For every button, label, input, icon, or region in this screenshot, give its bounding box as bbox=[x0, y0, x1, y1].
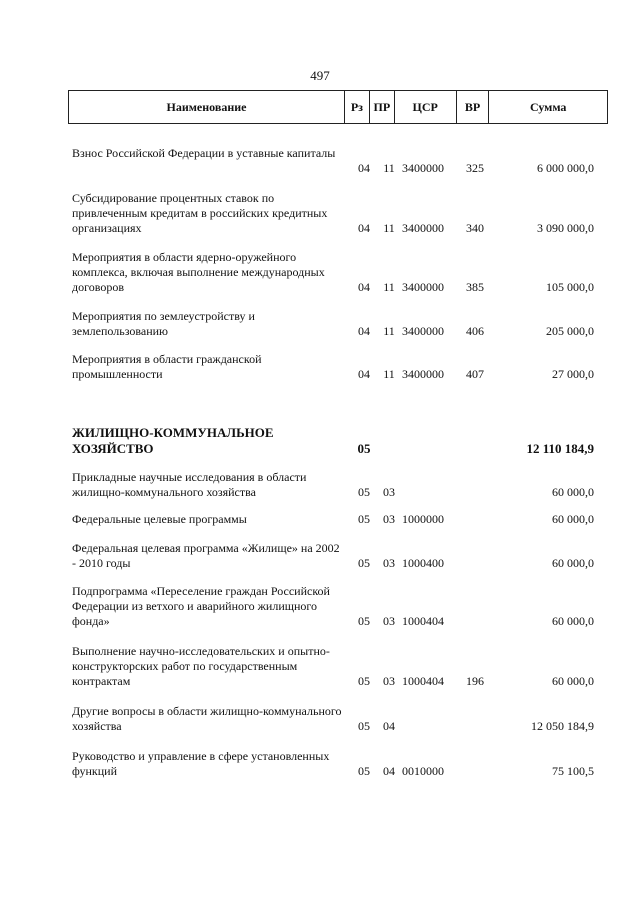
row-name: Мероприятия по землеустройству и землепользованию bbox=[72, 309, 255, 338]
row-vr: 196 bbox=[466, 674, 484, 688]
header-pr: ПР bbox=[370, 91, 395, 123]
row-rz: 05 bbox=[358, 485, 370, 499]
header-csr: ЦСР bbox=[395, 91, 457, 123]
row-pr: 04 bbox=[383, 764, 395, 778]
header-rz: Рз bbox=[345, 91, 370, 123]
row-csr: 1000000 bbox=[402, 512, 444, 526]
row-csr: 3400000 bbox=[402, 221, 444, 235]
row-rz: 05 bbox=[358, 556, 370, 570]
row-sum: 205 000,0 bbox=[546, 324, 594, 338]
row-name: Мероприятия в области гражданской промышленности bbox=[72, 352, 262, 381]
row-pr: 03 bbox=[383, 556, 395, 570]
row-vr: 406 bbox=[466, 324, 484, 338]
row-csr: 1000404 bbox=[402, 674, 444, 688]
row-pr: 04 bbox=[383, 719, 395, 733]
row-name: Подпрограмма «Переселение граждан Российской Федерации из ветхого и аварийного жилищного фонда» bbox=[72, 584, 330, 628]
row-name: Руководство и управление в сфере установленных функций bbox=[72, 749, 330, 778]
row-rz: 05 bbox=[358, 719, 370, 733]
row-csr: 1000404 bbox=[402, 614, 444, 628]
header-name: Наименование bbox=[69, 91, 345, 123]
row-rz: 05 bbox=[358, 512, 370, 526]
row-sum: 75 100,5 bbox=[552, 764, 594, 778]
row-name: Федеральная целевая программа «Жилище» на 2002 - 2010 годы bbox=[72, 541, 340, 570]
row-sum: 105 000,0 bbox=[546, 280, 594, 294]
row-vr: 407 bbox=[466, 367, 484, 381]
row-pr: 03 bbox=[383, 512, 395, 526]
section-title: ЖИЛИЩНО-КОММУНАЛЬНОЕ ХОЗЯЙСТВО bbox=[72, 425, 274, 456]
row-rz: 04 bbox=[358, 367, 370, 381]
row-sum: 27 000,0 bbox=[552, 367, 594, 381]
row-sum: 6 000 000,0 bbox=[537, 161, 594, 175]
row-rz: 04 bbox=[358, 221, 370, 235]
row-csr: 3400000 bbox=[402, 280, 444, 294]
row-name: Другие вопросы в области жилищно-коммунального хозяйства bbox=[72, 704, 342, 733]
row-csr: 3400000 bbox=[402, 324, 444, 338]
row-sum: 12 050 184,9 bbox=[531, 719, 594, 733]
row-sum: 60 000,0 bbox=[552, 614, 594, 628]
header-sum: Сумма bbox=[529, 99, 567, 114]
row-sum: 60 000,0 bbox=[552, 556, 594, 570]
row-sum: 60 000,0 bbox=[552, 485, 594, 499]
row-pr: 03 bbox=[383, 485, 395, 499]
row-name: Федеральные целевые программы bbox=[72, 512, 247, 526]
row-pr: 11 bbox=[383, 324, 395, 338]
row-rz: 05 bbox=[358, 764, 370, 778]
row-csr: 0010000 bbox=[402, 764, 444, 778]
row-vr: 340 bbox=[466, 221, 484, 235]
row-pr: 11 bbox=[383, 161, 395, 175]
row-name: Мероприятия в области ядерно-оружейного комплекса, включая выполнение международных договоров bbox=[72, 250, 325, 294]
row-vr: 385 bbox=[466, 280, 484, 294]
row-pr: 03 bbox=[383, 614, 395, 628]
page-number: 497 bbox=[310, 68, 330, 83]
row-csr: 3400000 bbox=[402, 161, 444, 175]
row-sum: 12 110 184,9 bbox=[526, 441, 594, 456]
header-vr: ВР bbox=[457, 91, 490, 123]
row-name: Субсидирование процентных ставок по привлеченным кредитам в российских кредитных организациях bbox=[72, 191, 328, 235]
row-csr: 1000400 bbox=[402, 556, 444, 570]
row-pr: 03 bbox=[383, 674, 395, 688]
row-rz: 05 bbox=[358, 614, 370, 628]
row-rz: 04 bbox=[358, 161, 370, 175]
row-pr: 11 bbox=[383, 367, 395, 381]
row-name: Взнос Российской Федерации в уставные капиталы bbox=[72, 146, 336, 160]
row-sum: 60 000,0 bbox=[552, 674, 594, 688]
row-rz: 05 bbox=[357, 441, 371, 456]
row-sum: 3 090 000,0 bbox=[537, 221, 594, 235]
row-vr: 325 bbox=[466, 161, 484, 175]
row-rz: 04 bbox=[358, 324, 370, 338]
row-pr: 11 bbox=[383, 280, 395, 294]
row-pr: 11 bbox=[383, 221, 395, 235]
row-rz: 04 bbox=[358, 280, 370, 294]
row-name: Прикладные научные исследования в области жилищно-коммунального хозяйства bbox=[72, 470, 307, 499]
row-csr: 3400000 bbox=[402, 367, 444, 381]
row-name: Выполнение научно-исследовательских и опытно-конструкторских работ по государственным контрактам bbox=[72, 644, 330, 688]
row-sum: 60 000,0 bbox=[552, 512, 594, 526]
row-rz: 05 bbox=[358, 674, 370, 688]
